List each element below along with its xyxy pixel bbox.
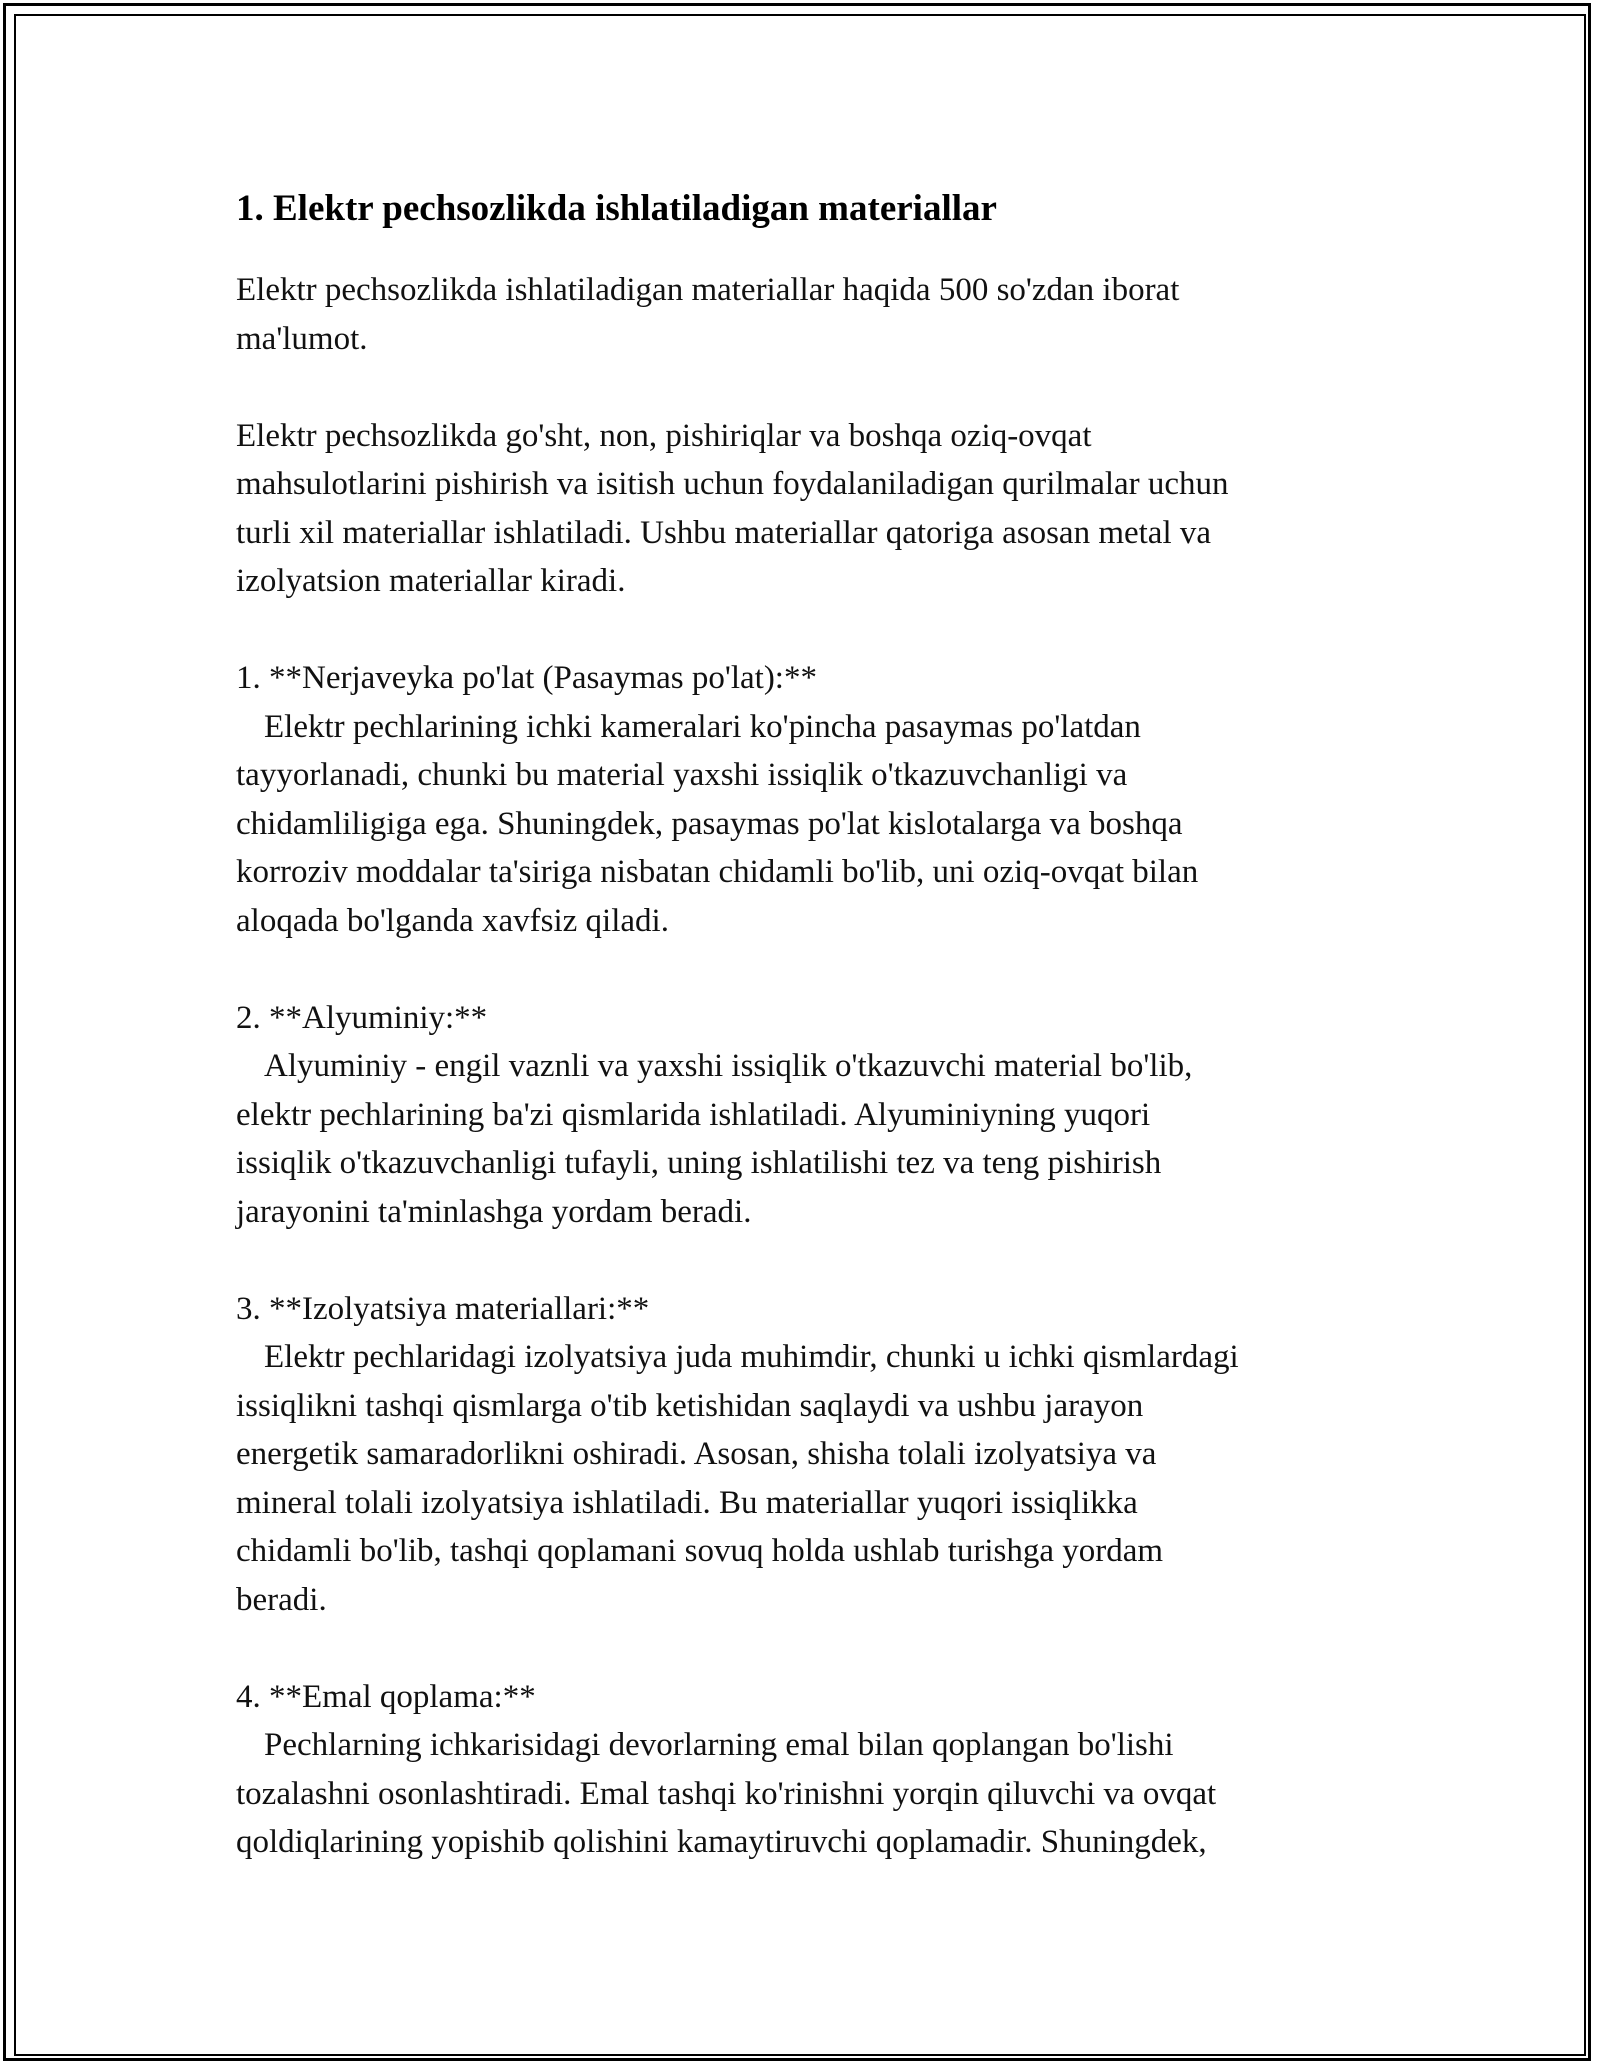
paragraph-gap	[236, 1624, 1366, 1673]
list-item-stainless-steel	[236, 654, 1366, 945]
intro-paragraph: Elektr pechsozlikda ishlatiladigan materiallar haqida 500 so'zdan iborat ma'lumot.	[236, 272, 1180, 357]
list-item-enamel	[236, 1673, 1366, 1867]
list-item-insulation	[236, 1285, 1366, 1625]
list-item-body: Elektr pechlaridagi izolyatsiya juda muhimdir, chunki u ichki qismlardagi issiqlikni tashqi qismlarga o'tib ketishidan saqlaydi va ushbu jarayon energetik samaradorlikni oshiradi. Asosan, shisha tolali izolyatsiya va mineral tolali izolyatsiya ishlatiladi. Bu materiallar yuqori issiqlikka chidamli bo'lib, tashqi qoplamani sovuq holda ushlab turishga yordam beradi.	[236, 1339, 1239, 1618]
list-item-heading: 2. **Alyuminiy:**	[236, 999, 488, 1036]
paragraph-gap	[236, 606, 1366, 655]
list-item-body: Alyuminiy - engil vaznli va yaxshi issiqlik o'tkazuvchi material bo'lib, elektr pechlarining ba'zi qismlarida ishlatiladi. Alyuminiyning yuqori issiqlik o'tkazuvchanligi tufayli, uning ishlatilishi tez va teng pishirish jarayonini ta'minlashga yordam beradi.	[236, 1048, 1193, 1230]
paragraph-gap	[236, 945, 1366, 994]
list-item-heading: 1. **Nerjaveyka po'lat (Pasaymas po'lat):**	[236, 660, 817, 696]
document-body	[236, 185, 1366, 1867]
list-item-aluminium	[236, 994, 1366, 1237]
overview-paragraph: Elektr pechsozlikda go'sht, non, pishiriqlar va boshqa oziq-ovqat mahsulotlarini pishirish va isitish uchun foydalaniladigan qurilmalar uchun turli xil materiallar ishlatiladi. Ushbu materiallar qatoriga asosan metal va izolyatsion materiallar kiradi.	[236, 417, 1229, 599]
list-item-heading: 4. **Emal qoplama:**	[236, 1678, 536, 1715]
list-item-heading: 3. **Izolyatsiya materiallari:**	[236, 1290, 650, 1327]
paragraph-gap	[236, 363, 1366, 412]
document-title: 1. Elektr pechsozlikda ishlatiladigan materiallar	[236, 188, 997, 229]
paragraph-gap	[236, 1236, 1366, 1285]
list-item-body: Pechlarning ichkarisidagi devorlarning emal bilan qoplangan bo'lishi tozalashni osonlashtiradi. Emal tashqi ko'rinishni yorqin qiluvchi va ovqat qoldiqlarining yopishib qolishini kamaytiruvchi qoplamadir. Shuningdek,	[236, 1727, 1217, 1860]
list-item-body: Elektr pechlarining ichki kameralari ko'pincha pasaymas po'latdan tayyorlanadi, chunki bu material yaxshi issiqlik o'tkazuvchanligi va chidamliligiga ega. Shuningdek, pasaymas po'lat kislotalarga va boshqa korroziv moddalar ta'siriga nisbatan chidamli bo'lib, uni oziq-ovqat bilan aloqada bo'lganda xavfsiz qiladi.	[236, 708, 1199, 939]
